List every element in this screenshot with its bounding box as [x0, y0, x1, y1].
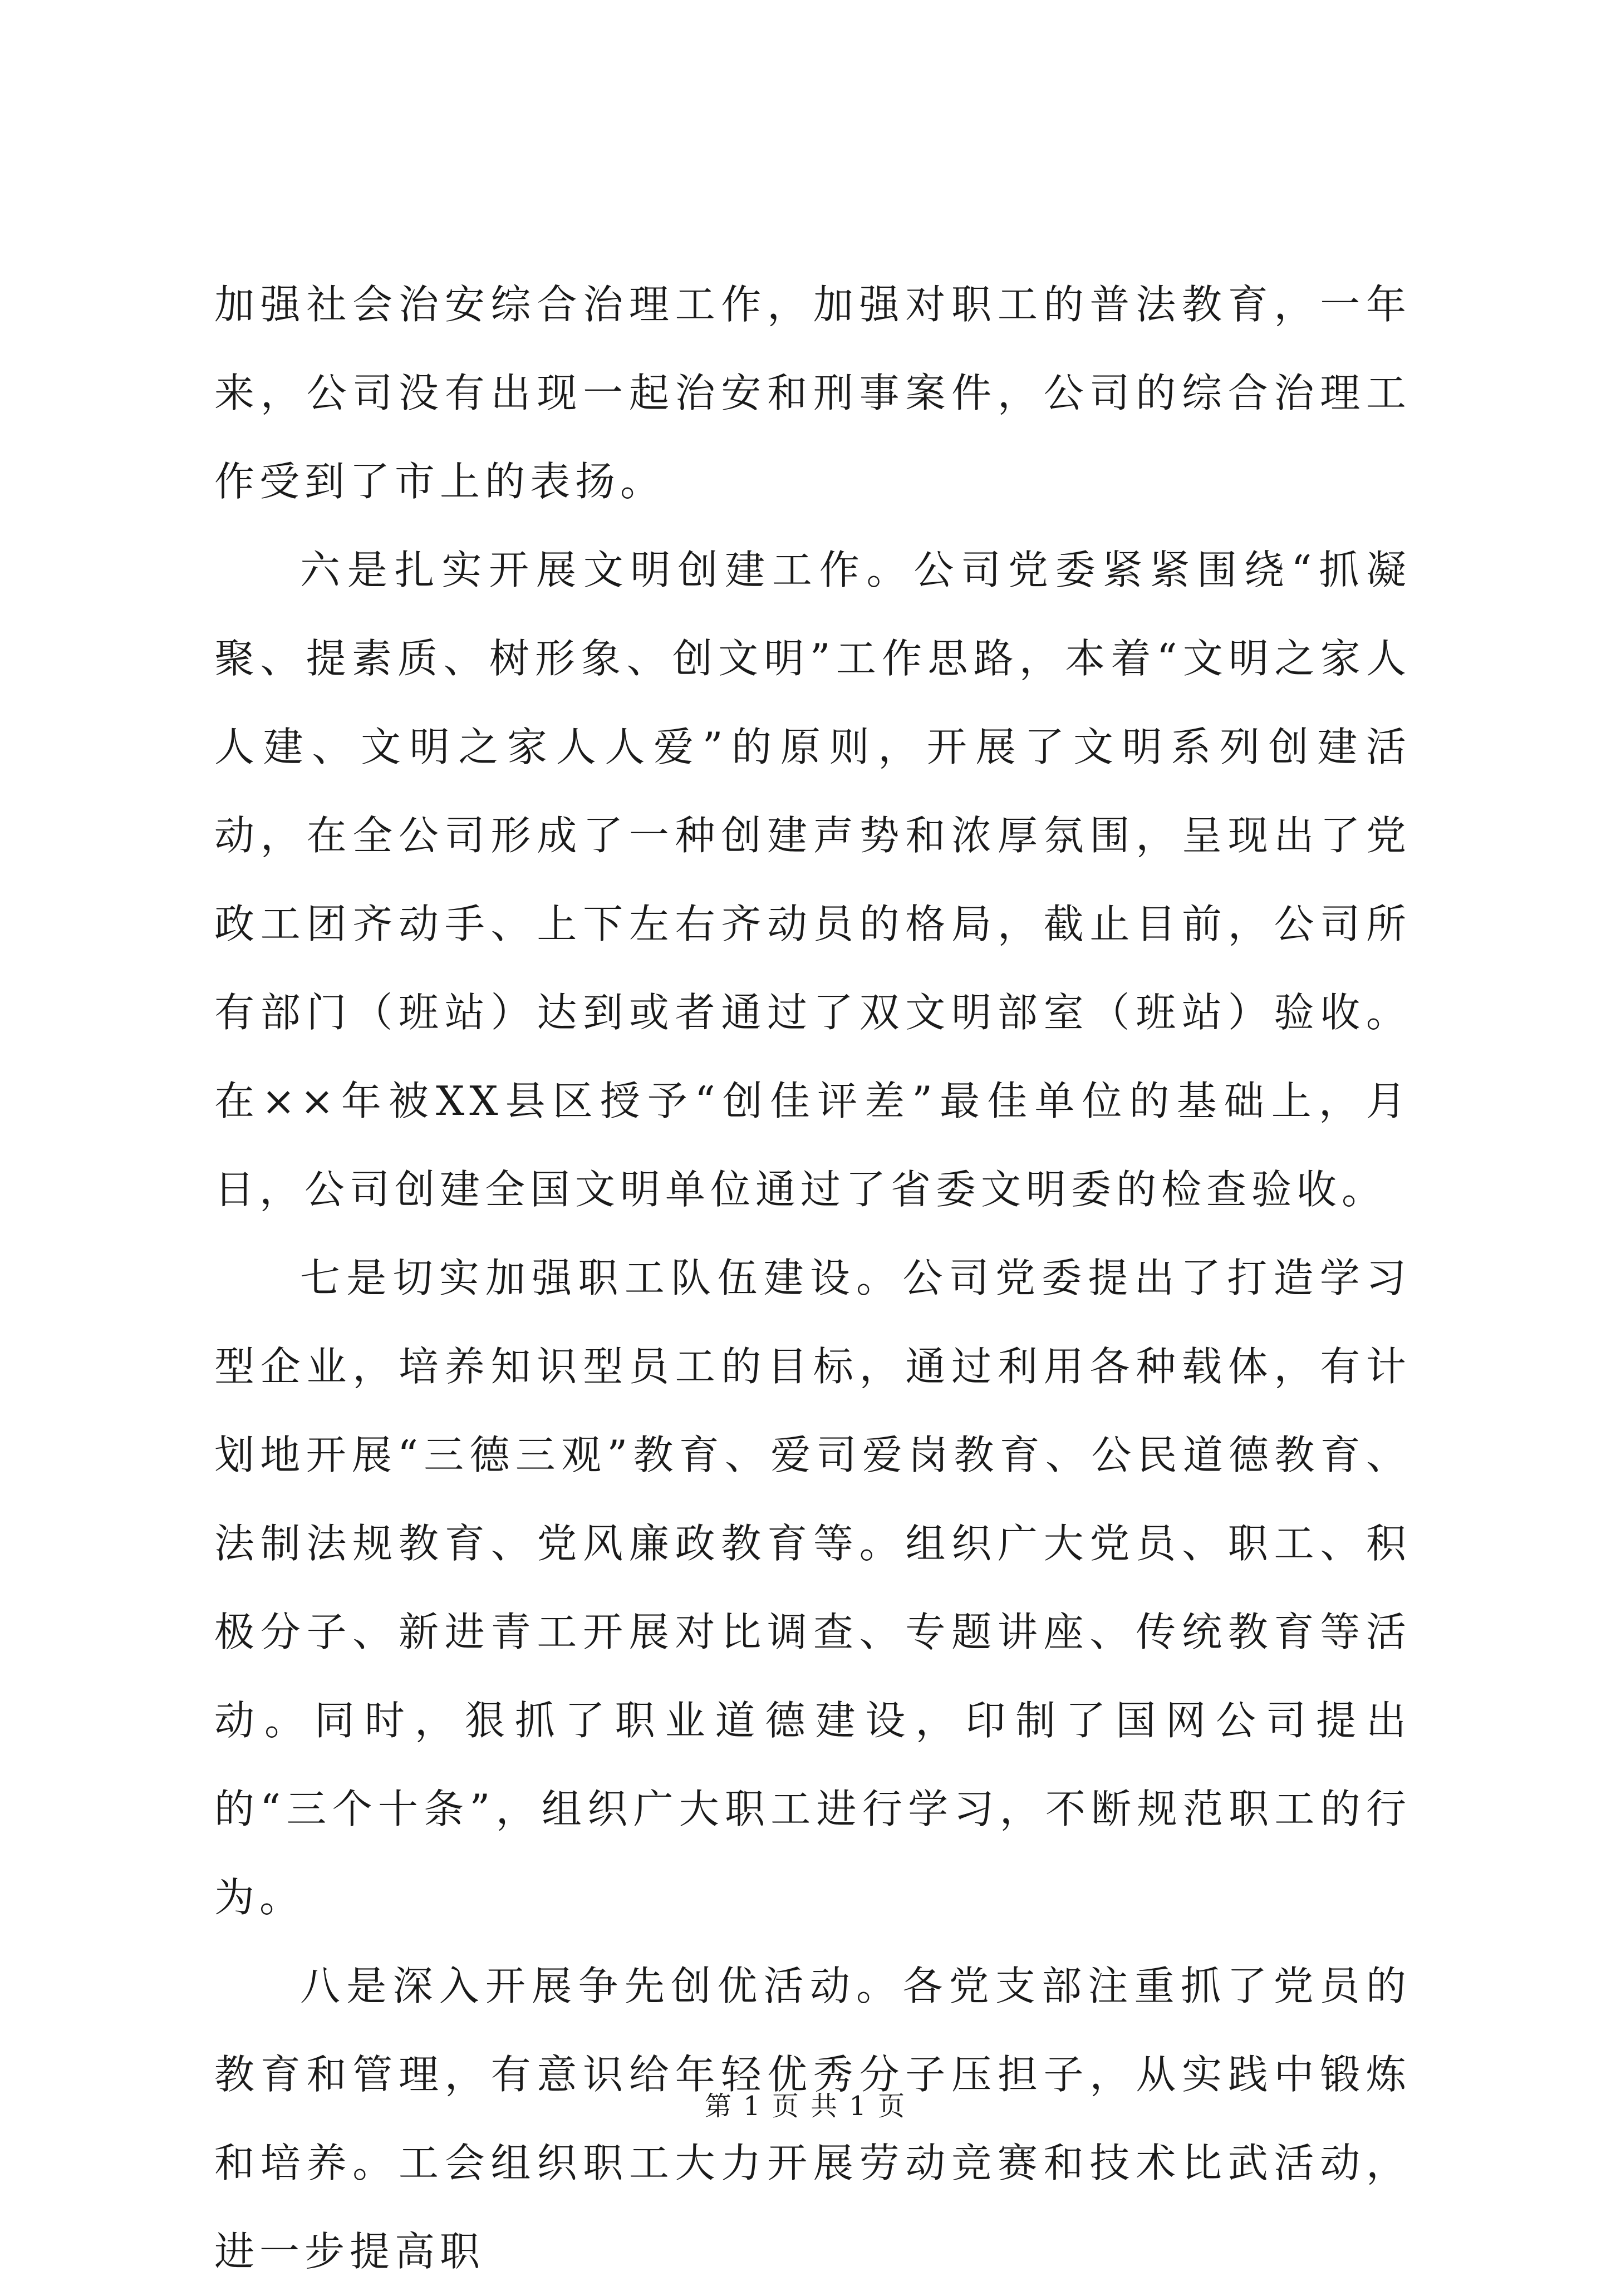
page-number-footer: 第 1 页 共 1 页	[704, 2091, 907, 2122]
paragraph-excellence-activities: 八是深入开展争先创优活动。各党支部注重抓了党员的教育和管理，有意识给年轻优秀分子压担子，从实践中锻炼和培养。工会组织职工大力开展劳动竞赛和技术比武活动，进一步提高职	[214, 1963, 1411, 2275]
document-body	[214, 260, 1411, 2296]
paragraph-workforce-building: 七是切实加强职工队伍建设。公司党委提出了打造学习型企业，培养知识型员工的目标，通过利用各种载体，有计划地开展“三德三观”教育、爱司爱岗教育、公民道德教育、法制法规教育、党风廉政教育等。组织广大党员、职工、积极分子、新进青工开展对比调查、专题讲座、传统教育等活动。同时，狠抓了职业道德建设，印制了国网公司提出的“三个十条”，组织广大职工进行学习，不断规范职工的行为。	[214, 1255, 1411, 1921]
paragraph-civilization-building: 六是扎实开展文明创建工作。公司党委紧紧围绕“抓凝聚、提素质、树形象、创文明”工作思路，本着“文明之家人人建、文明之家人人爱”的原则，开展了文明系列创建活动，在全公司形成了一种创建声势和浓厚氛围，呈现出了党政工团齐动手、上下左右齐动员的格局，截止目前，公司所有部门（班站）达到或者通过了双文明部室（班站）验收。在××年被XX县区授予“创佳评差”最佳单位的基础上，月日，公司创建全国文明单位通过了省委文明委的检查验收。	[214, 547, 1411, 1213]
paragraph-continuation: 加强社会治安综合治理工作，加强对职工的普法教育，一年来，公司没有出现一起治安和刑事案件，公司的综合治理工作受到了市上的表扬。	[214, 281, 1411, 505]
